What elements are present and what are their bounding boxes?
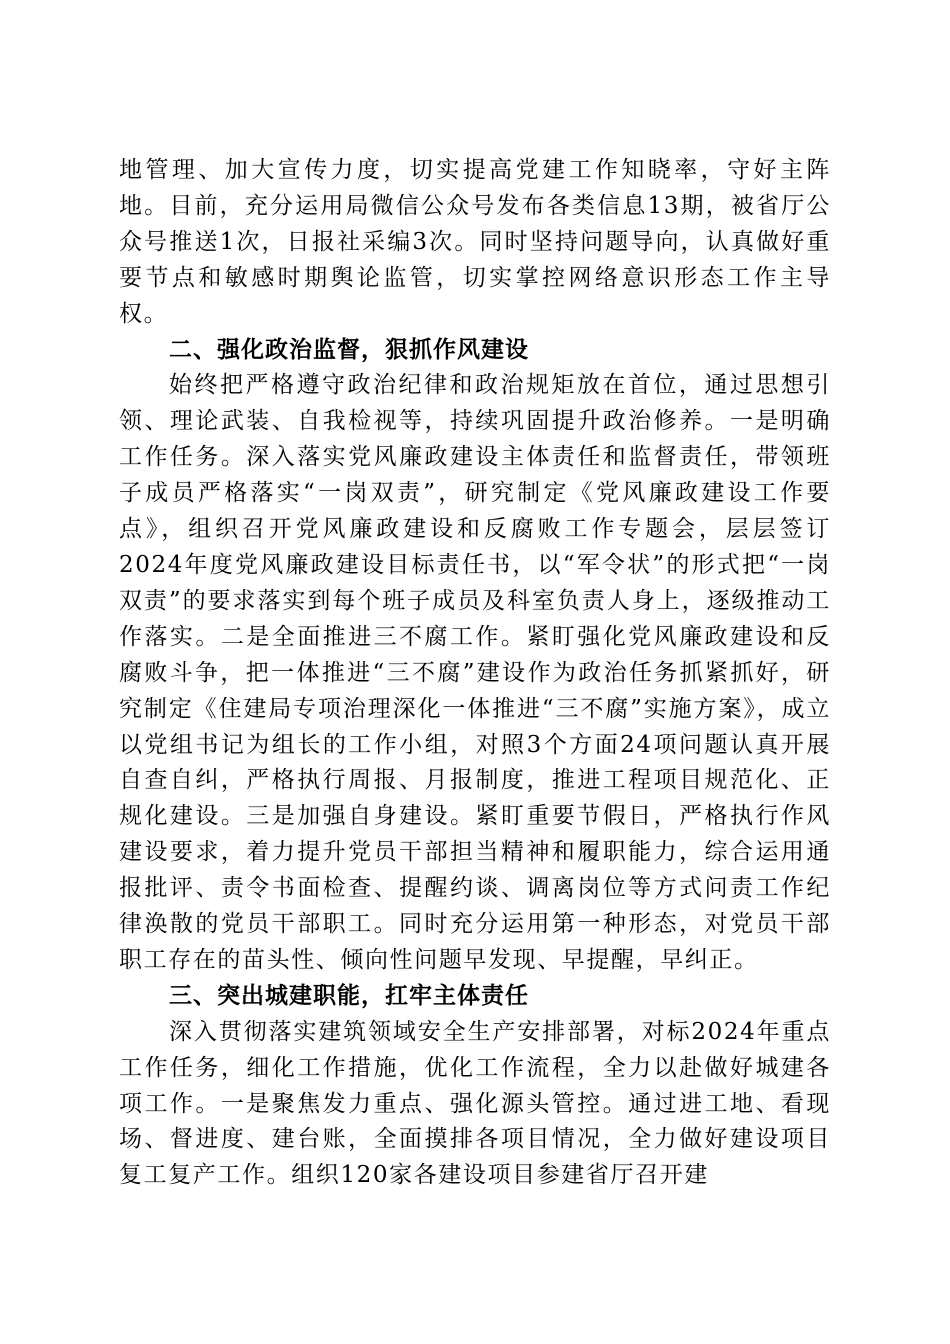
paragraph-continuation: 地管理、加大宣传力度，切实提高党建工作知晓率，守好主阵地。目前，充分运用局微信公众号发布各类信息13期，被省厅公众号推送1次，日报社采编3次。同时坚持问题导向，认真做好重要节点和敏感时期舆论监管，切实掌控网络意识形态工作主导权。 (119, 157, 831, 327)
section-heading-3: 三、突出城建职能，扛牢主体责任 (169, 982, 529, 1009)
section-heading-2: 二、强化政治监督，狠抓作风建设 (169, 336, 529, 363)
paragraph-urban-construction: 深入贯彻落实建筑领域安全生产安排部署，对标2024年重点工作任务，细化工作措施，优化工作流程，全力以赴做好城建各项工作。一是聚焦发力重点、强化源头管控。通过进工地、看现场、督进度、建台账，全面摸排各项目情况，全力做好建设项目复工复产工作。组织120家各建设项目参建省厅召开建 (119, 1018, 831, 1189)
document-body (119, 153, 831, 1194)
paragraph-political-supervision: 始终把严格遵守政治纪律和政治规矩放在首位，通过思想引领、理论武装、自我检视等，持续巩固提升政治修养。一是明确工作任务。深入落实党风廉政建设主体责任和监督责任，带领班子成员严格落实“一岗双责”，研究制定《党风廉政建设工作要点》，组织召开党风廉政建设和反腐败工作专题会，层层签订2024年度党风廉政建设目标责任书，以“军令状”的形式把“一岗双责”的要求落实到每个班子成员及科室负责人身上，逐级推动工作落实。二是全面推进三不腐工作。紧盯强化党风廉政建设和反腐败斗争，把一体推进“三不腐”建设作为政治任务抓紧抓好，研究制定《住建局专项治理深化一体推进“三不腐”实施方案》，成立以党组书记为组长的工作小组，对照3个方面24项问题认真开展自查自纠，严格执行周报、月报制度，推进工程项目规范化、正规化建设。三是加强自身建设。紧盯重要节假日，严格执行作风建设要求，着力提升党员干部担当精神和履职能力，综合运用通报批评、责令书面检查、提醒约谈、调离岗位等方式问责工作纪律涣散的党员干部职工。同时充分运用第一种形态，对党员干部职工存在的苗头性、倾向性问题早发现、早提醒，早纠正。 (119, 372, 831, 973)
